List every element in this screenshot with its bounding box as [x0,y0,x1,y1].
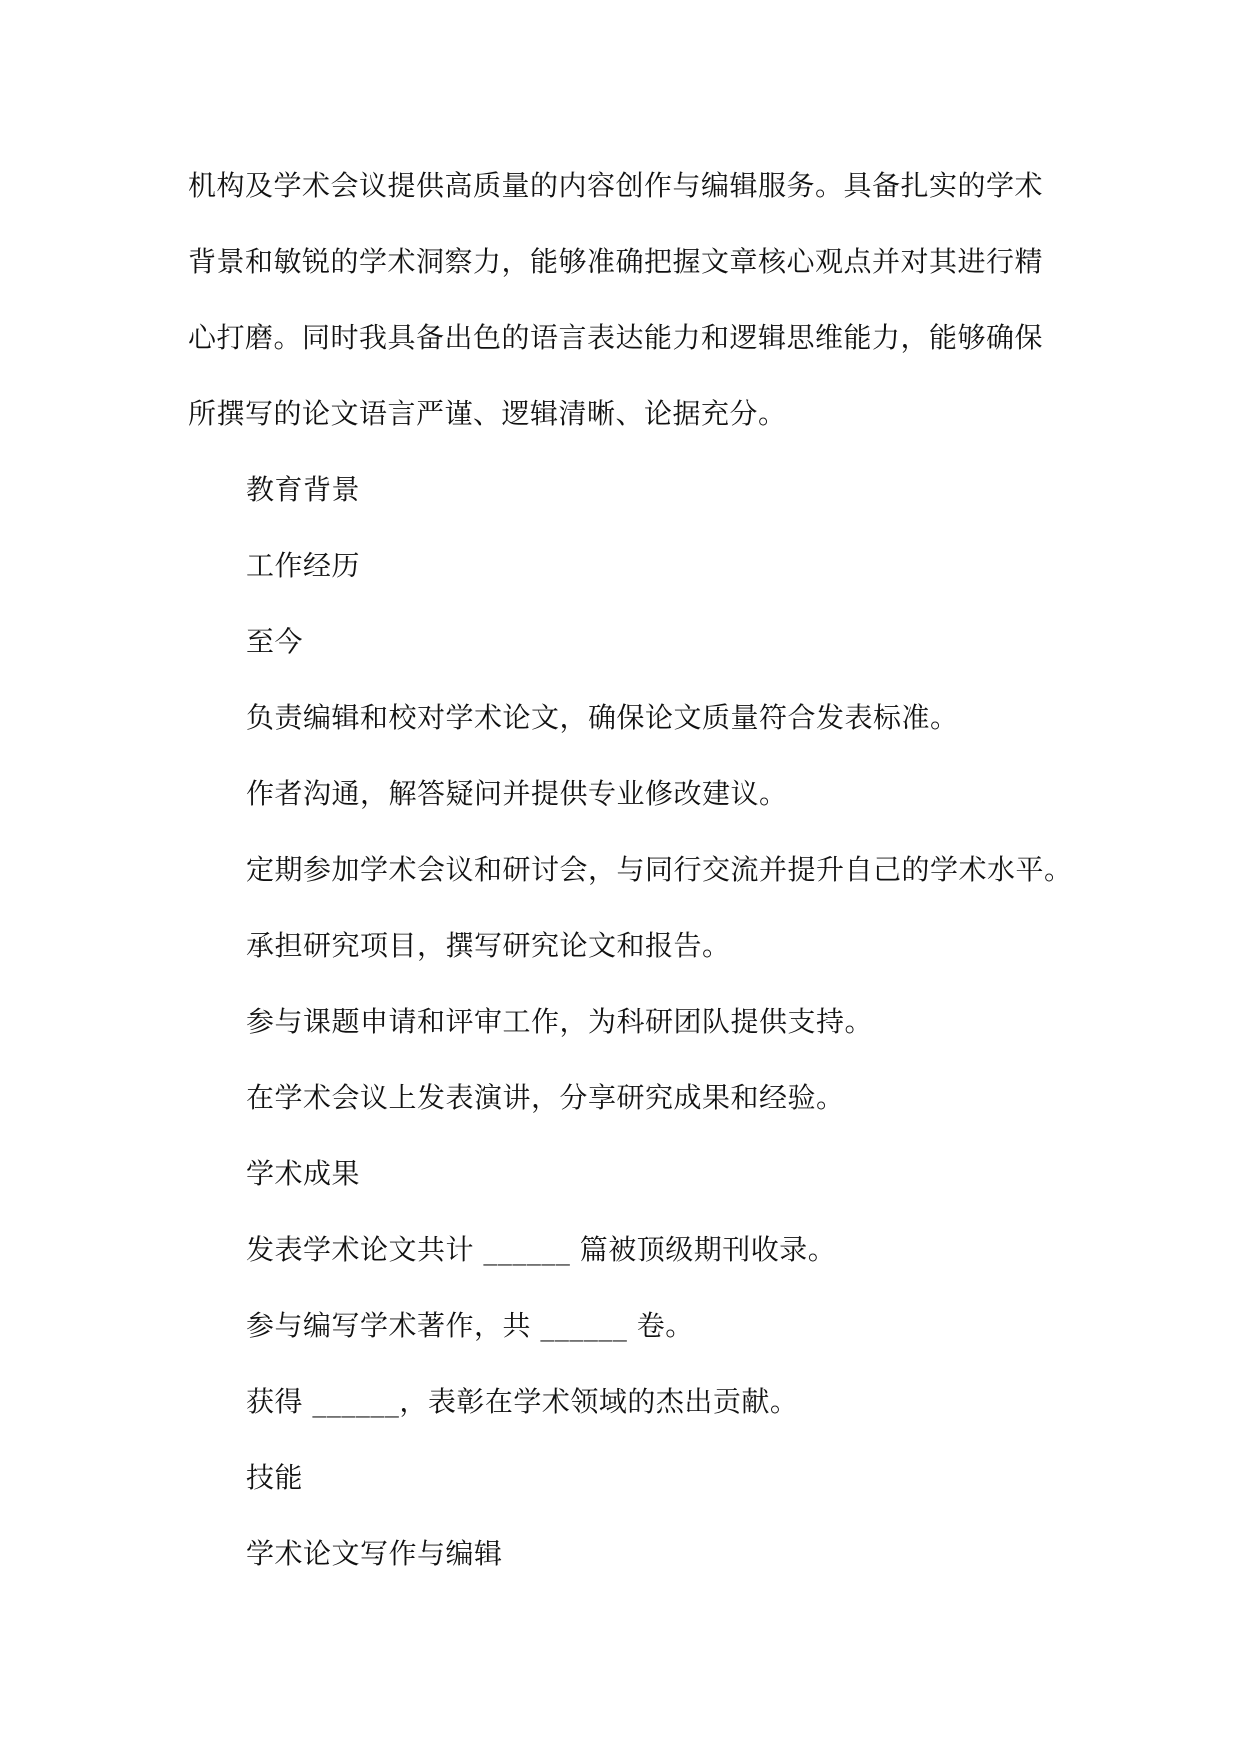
work-duty: 作者沟通，解答疑问并提供专业修改建议。 [246,777,788,810]
section-heading-education: 教育背景 [246,473,361,506]
work-duty: 承担研究项目，撰写研究论文和报告。 [246,929,731,962]
intro-line: 背景和敏锐的学术洞察力，能够准确把握文章核心观点并对其进行精 [188,245,1044,278]
section-heading-skills: 技能 [246,1461,304,1494]
intro-line: 所撰写的论文语言严谨、逻辑清晰、论据充分。 [188,397,787,430]
work-duty: 负责编辑和校对学术论文，确保论文质量符合发表标准。 [246,701,959,734]
intro-line: 机构及学术会议提供高质量的内容创作与编辑服务。具备扎实的学术 [188,169,1044,202]
achievement-item: 参与编写学术著作，共 ______ 卷。 [246,1309,694,1342]
work-period: 至今 [246,625,304,658]
intro-line: 心打磨。同时我具备出色的语言表达能力和逻辑思维能力，能够确保 [188,321,1044,354]
document-body [188,148,1073,1592]
work-duty: 在学术会议上发表演讲，分享研究成果和经验。 [246,1081,845,1114]
work-duty: 参与课题申请和评审工作，为科研团队提供支持。 [246,1005,874,1038]
work-duty: 定期参加学术会议和研讨会，与同行交流并提升自己的学术水平。 [246,853,1073,886]
achievement-item: 发表学术论文共计 ______ 篇被顶级期刊收录。 [246,1233,837,1266]
section-heading-achievements: 学术成果 [246,1157,361,1190]
skill-item: 学术论文写作与编辑 [246,1537,503,1570]
achievement-item: 获得 ______，表彰在学术领域的杰出贡献。 [246,1385,799,1418]
section-heading-work: 工作经历 [246,549,361,582]
